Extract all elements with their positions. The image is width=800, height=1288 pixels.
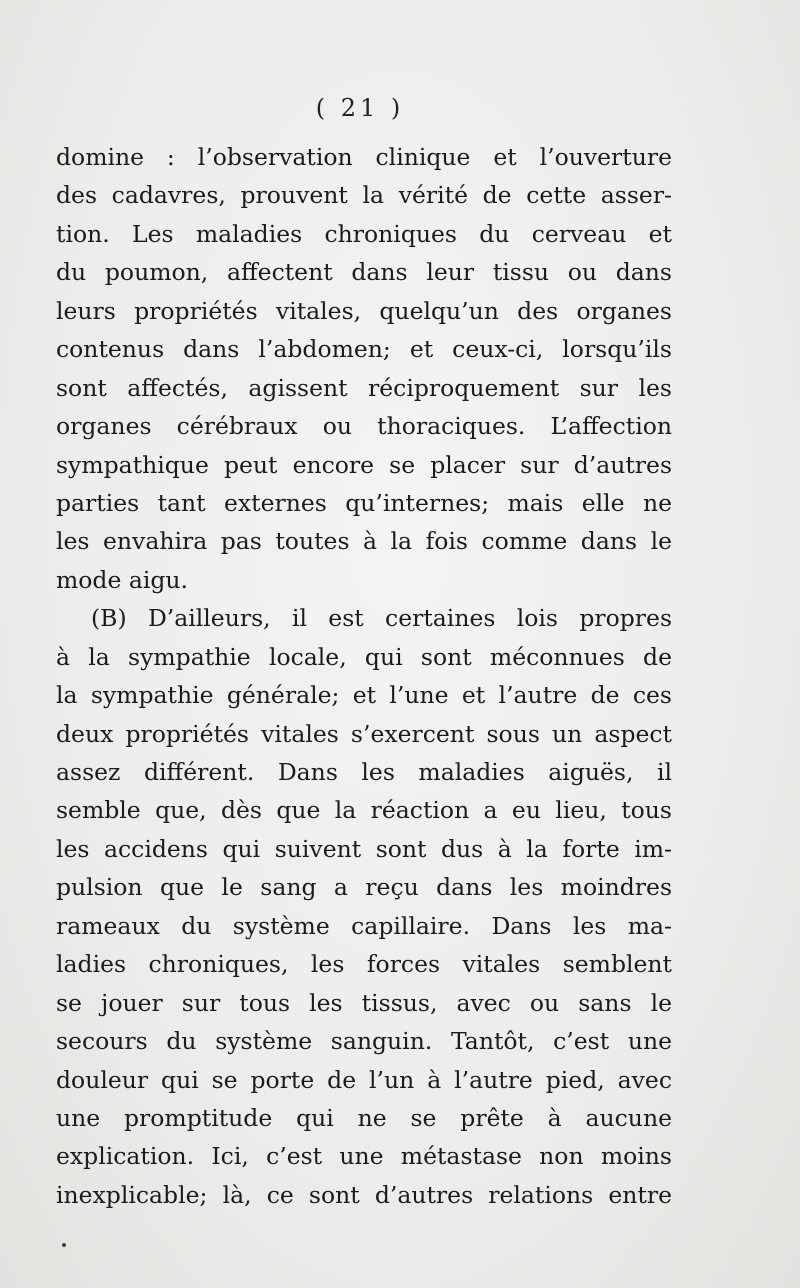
paper-speck <box>62 1243 66 1247</box>
text-line: explication. Ici, c’est une métastase non moins <box>56 1142 672 1171</box>
text-line: sympathique peut encore se placer sur d’autres <box>56 450 672 479</box>
text-line: (B) D’ailleurs, il est certaines lois propres <box>91 604 672 633</box>
text-line: assez différent. Dans les maladies aiguës, il <box>56 758 672 786</box>
text-line: des cadavres, prouvent la vérité de cette asser- <box>56 181 672 210</box>
text-line: pulsion que le sang a reçu dans les moindres <box>56 873 672 902</box>
text-line: sont affectés, agissent réciproquement sur les <box>56 373 672 402</box>
text-line: inexplicable; là, ce sont d’autres relations entre <box>56 1180 672 1209</box>
text-line: se jouer sur tous les tissus, avec ou sans le <box>56 988 672 1017</box>
text-line: douleur qui se porte de l’un à l’autre pied, avec <box>56 1065 672 1094</box>
text-line: leurs propriétés vitales, quelqu’un des organes <box>56 296 672 325</box>
text-line: organes cérébraux ou thoraciques. L’affection <box>56 412 672 441</box>
text-line: secours du système sanguin. Tantôt, c’est une <box>56 1027 672 1056</box>
text-line: rameaux du système capillaire. Dans les ma- <box>56 911 672 940</box>
text-line: parties tant externes qu’internes; mais elle ne <box>56 488 672 517</box>
text-line: du poumon, affectent dans leur tissu ou dans <box>56 258 672 287</box>
text-line: la sympathie générale; et l’une et l’autre de ces <box>56 681 672 710</box>
text-line: deux propriétés vitales s’exercent sous un aspect <box>56 719 672 748</box>
page-number: ( 21 ) <box>315 94 405 122</box>
text-line: tion. Les maladies chroniques du cerveau et <box>56 219 672 248</box>
text-line: domine : l’observation clinique et l’ouverture <box>56 143 672 171</box>
text-line: une promptitude qui ne se prête à aucune <box>56 1103 672 1132</box>
text-line: semble que, dès que la réaction a eu lieu, tous <box>56 796 672 825</box>
text-line: les accidens qui suivent sont dus à la forte im- <box>56 834 672 863</box>
body-text <box>56 138 672 1214</box>
text-line: ladies chroniques, les forces vitales semblent <box>56 950 672 979</box>
text-line: mode aigu. <box>56 565 189 594</box>
text-line: les envahira pas toutes à la fois comme dans le <box>56 527 672 556</box>
text-line: à la sympathie locale, qui sont méconnues de <box>56 642 672 671</box>
text-line: contenus dans l’abdomen; et ceux-ci, lorsqu’ils <box>56 335 672 364</box>
